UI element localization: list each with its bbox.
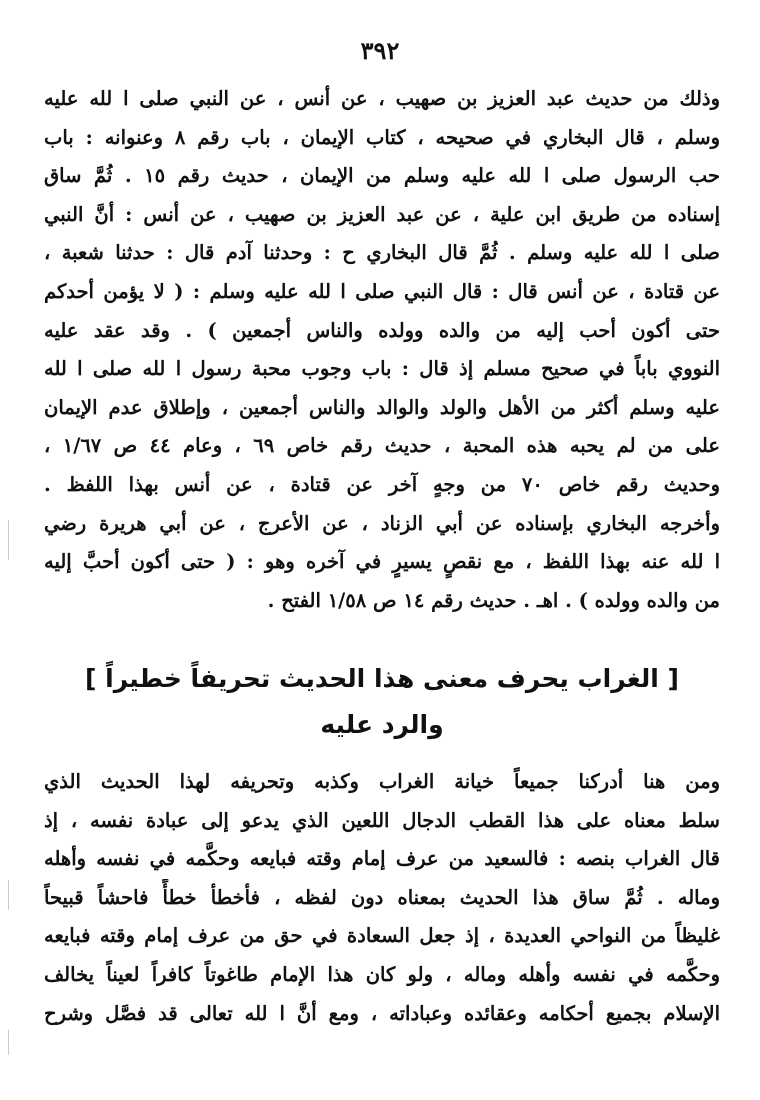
text-line: عن قتادة ، عن أنس قال : قال النبي صلى ا لله عليه وسلم : ( لا يؤمن أحدكم xyxy=(44,279,720,303)
text-line: الإسلام بجميع أحكامه وعقائده وعباداته ، ومع أنَّ ا لله تعالى قد فصَّل وشرح xyxy=(44,1001,720,1025)
scan-margin-mark xyxy=(8,520,9,560)
section-heading: [ الغراب يحرف معنى هذا الحديث تحريفاً خطيراً ] xyxy=(85,664,679,693)
scan-margin-mark xyxy=(8,880,9,910)
text-line: صلى ا لله عليه وسلم . ثُمَّ قال البخاري ح : وحدثنا آدم قال : حدثنا شعبة ، xyxy=(44,241,720,265)
scan-margin-mark xyxy=(8,1030,9,1055)
text-line: على من لم يحبه هذه المحبة ، حديث رقم خاص ٦٩ ، وعام ٤٤ ص ١/٦٧ ، xyxy=(44,434,720,458)
paragraph-refutation xyxy=(44,763,720,1033)
text-line: سلط معناه على هذا القطب الدجال اللعين الذي يدعو إلى عبادة نفسه ، إذ xyxy=(44,808,720,832)
text-line: وحكَّمه في نفسه وأهله وماله ، ولو كان هذا الإمام طاغوتاً كافراً لعيناً يخالف xyxy=(44,962,720,986)
text-line: إسناده من طريق ابن علية ، عن عبد العزيز بن صهيب ، عن أنس : أنَّ النبي xyxy=(44,202,720,226)
text-line: وذلك من حديث عبد العزيز بن صهيب ، عن أنس ، عن النبي صلى ا لله عليه xyxy=(44,87,720,110)
paragraph-hadith-sources xyxy=(44,80,720,620)
text-line: حتى أكون أحب إليه من والده وولده والناس أجمعين ) . وقد عقد عليه xyxy=(44,318,720,342)
section-heading-subtitle: والرد عليه xyxy=(320,710,444,739)
text-line: وسلم ، قال البخاري في صحيحه ، كتاب الإيمان ، باب رقم ٨ وعنوانه : باب xyxy=(44,125,720,149)
text-line: قال الغراب بنصه : فالسعيد من عرف إمام وقته فبايعه وحكَّمه في نفسه وأهله xyxy=(44,847,720,871)
text-line: عليه وسلم أكثر من الأهل والولد والوالد والناس أجمعين ، وإطلاق عدم الإيمان xyxy=(44,395,720,419)
text-line: من والده وولده ) . اهـ . حديث رقم ١٤ ص ١/٥٨ الفتح . xyxy=(267,588,720,612)
text-line: وأخرجه البخاري بإسناده عن أبي الزناد ، عن الأعرج ، عن أبي هريرة رضي xyxy=(44,511,720,535)
text-line: وحديث رقم خاص ٧٠ من وجهٍ آخر عن قتادة ، عن أنس بهذا اللفظ . xyxy=(44,472,720,496)
page-number: ٣٩٢ xyxy=(360,36,400,65)
text-line: النووي باباً في صحيح مسلم إذ قال : باب وجوب محبة رسول ا لله صلى ا لله xyxy=(44,357,720,381)
text-line: غليظاً من النواحي العديدة ، إذ جعل السعادة في حق من عرف إمام وقته فبايعه xyxy=(44,924,720,948)
text-line: حب الرسول صلى ا لله عليه وسلم من الإيمان ، حديث رقم ١٥ . ثُمَّ ساق xyxy=(44,164,720,188)
text-line: ا لله عنه بهذا اللفظ ، مع نقصٍ يسيرٍ في آخره وهو : ( حتى أكون أحبَّ إليه xyxy=(44,550,720,574)
text-line: ومن هنا أدركنا جميعاً خيانة الغراب وكذبه وتحريفه لهذا الحديث الذي xyxy=(44,770,720,793)
text-line: وماله . ثُمَّ ساق هذا الحديث بمعناه دون لفظه ، فأخطأ خطأً فاحشاً قبيحاً xyxy=(44,885,720,909)
